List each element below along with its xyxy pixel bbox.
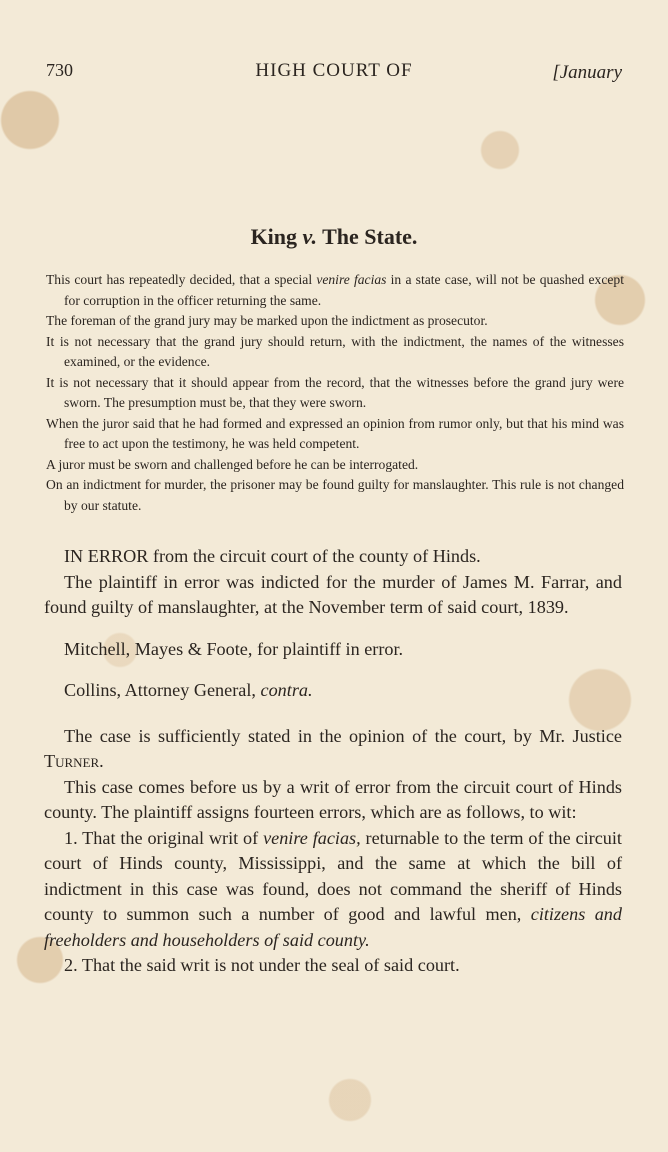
- headnotes: [46, 270, 624, 516]
- headnote: It is not necessary that the grand jury should return, with the indictment, the names of the witnesses examined, or the evidence.: [46, 333, 624, 369]
- counsel-plaintiff: Mitchell, Mayes & Foote, for plaintiff in error.: [64, 638, 404, 659]
- headnote: On an indictment for murder, the prisoner may be found guilty for manslaughter. This rule is not changed by our statute.: [46, 477, 624, 513]
- headnote: It is not necessary that it should appear from the record, that the witnesses before the grand jury were sworn. The presumption must be, that they were sworn.: [46, 374, 624, 410]
- error-two: 2. That the said writ is not under the seal of said court.: [64, 955, 460, 975]
- indictment-paragraph: The plaintiff in error was indicted for the murder of James M. Farrar, and found guilty of manslaughter, at the November term of said court, 1839.: [44, 571, 622, 617]
- headnote: This court has repeatedly decided, that a special venire facias in a state case, will not be quashed except for corruption in the officer returning the same.: [46, 272, 624, 308]
- running-month: [January: [552, 62, 622, 83]
- case-defendant: The State.: [322, 224, 418, 249]
- error-one: 1. That the original writ of venire facias, returnable to the term of the circuit court of Hinds county, Mississippi, and the same at which the bill of indictment in this case was found, does not command the sheriff of Hinds county to summon such a number of good and lawful men, citizens and freeholders and householders of said county.: [44, 827, 622, 950]
- error-line: IN ERROR from the circuit court of the county of Hinds.: [64, 546, 481, 566]
- headnote: When the juror said that he had formed and expressed an opinion from rumor only, but that his mind was free to act upon the testimony, he was held competent.: [46, 415, 624, 451]
- case-plaintiff: King: [250, 224, 298, 249]
- headnote: A juror must be sworn and challenged before he can be interrogated.: [46, 456, 419, 472]
- opinion-body: [44, 544, 622, 979]
- page-number: 730: [46, 60, 73, 80]
- case-versus: v.: [302, 224, 317, 249]
- headnote: The foreman of the grand jury may be marked upon the indictment as prosecutor.: [46, 313, 488, 328]
- case-statement: The case is sufficiently stated in the opinion of the court, by Mr. Justice Turner.: [44, 725, 622, 771]
- opinion-intro: This case comes before us by a writ of error from the circuit court of Hinds county. The plaintiff assigns fourteen errors, which are as follows, to wit:: [44, 776, 622, 822]
- running-title: HIGH COURT OF: [255, 60, 413, 81]
- counsel-state: Collins, Attorney General, contra.: [64, 680, 313, 700]
- case-title: [0, 224, 668, 250]
- running-head: [46, 60, 622, 90]
